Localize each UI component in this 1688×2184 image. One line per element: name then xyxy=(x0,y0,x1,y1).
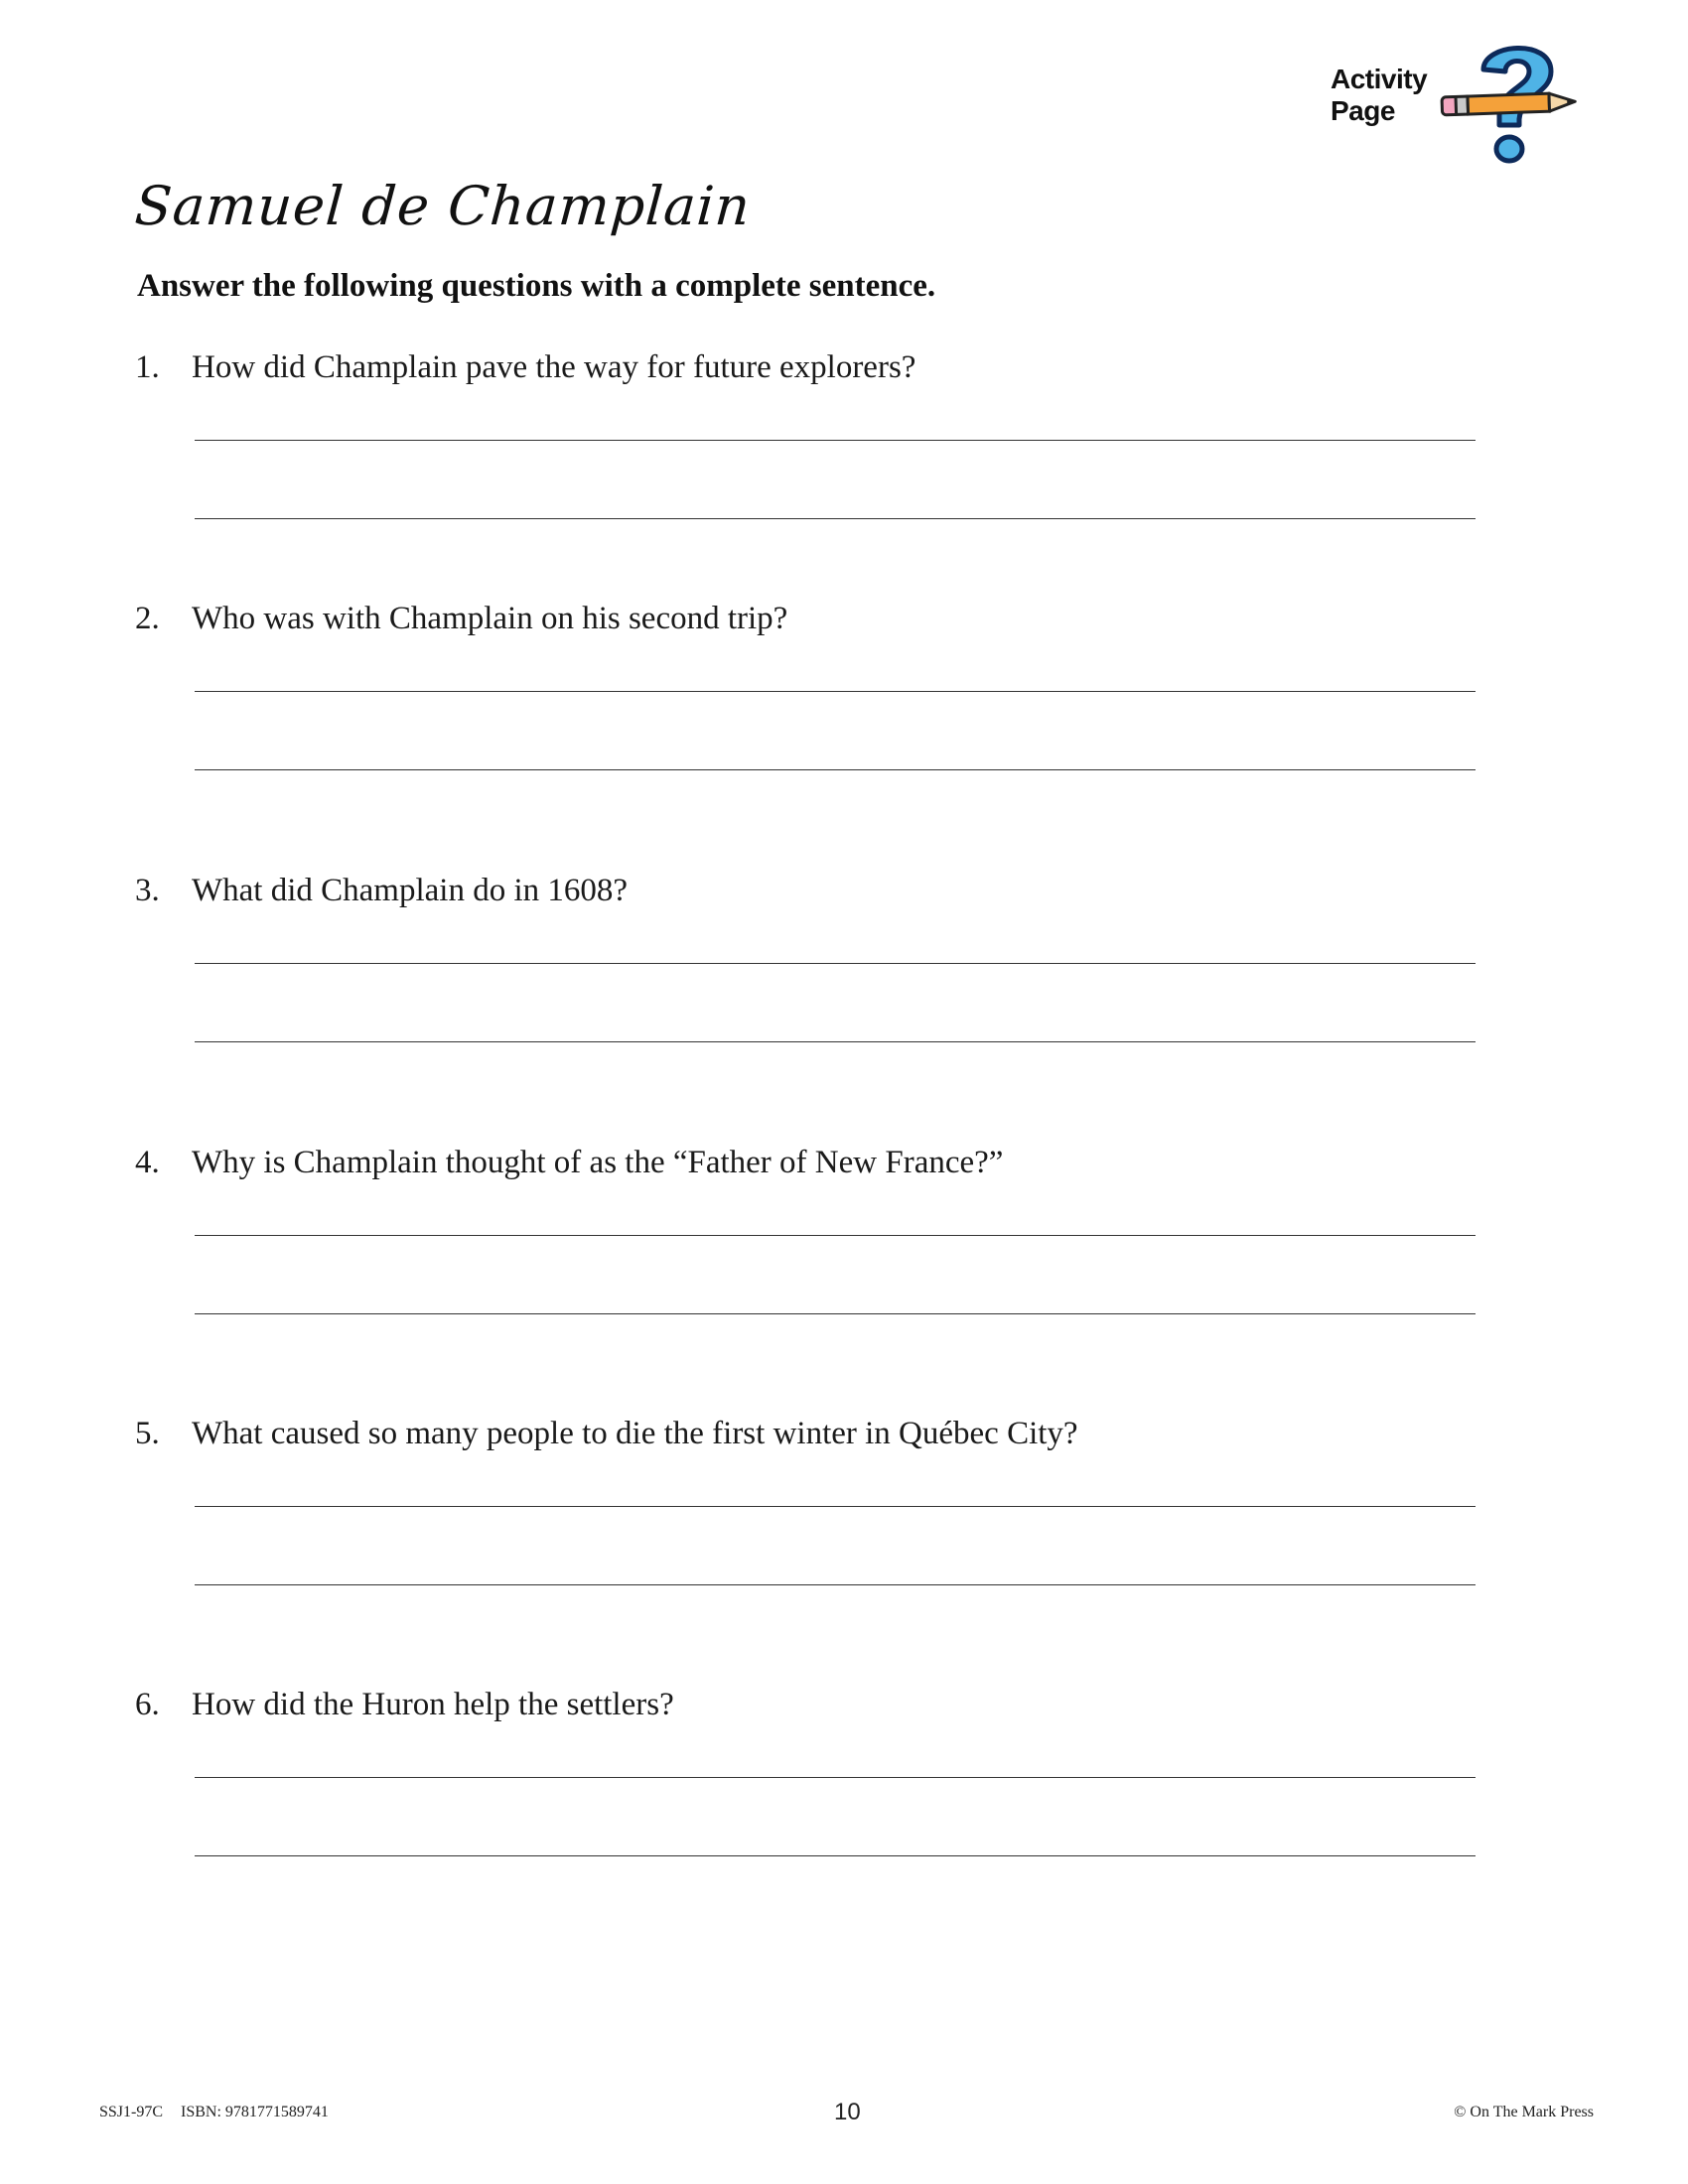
question-1 xyxy=(135,347,1476,387)
page-title: Samuel de Champlain xyxy=(132,175,754,237)
question-text xyxy=(135,599,1476,638)
question-text xyxy=(135,1143,1476,1182)
activity-page-label xyxy=(1331,64,1427,127)
question-number: 5. xyxy=(135,1416,160,1451)
question-prompt: How did Champlain pave the way for future explorers? xyxy=(192,349,916,385)
answer-line[interactable] xyxy=(195,691,1476,692)
question-text xyxy=(135,1414,1476,1453)
question-prompt: How did the Huron help the settlers? xyxy=(192,1687,674,1722)
product-code: SSJ1-97C xyxy=(99,2104,164,2120)
answer-line[interactable] xyxy=(195,440,1476,441)
question-number: 2. xyxy=(135,601,160,636)
question-prompt: Why is Champlain thought of as the “Father of New France?” xyxy=(192,1145,1004,1180)
copyright: © On The Mark Press xyxy=(1454,2104,1594,2120)
answer-line[interactable] xyxy=(195,1235,1476,1236)
question-6 xyxy=(135,1685,1476,1724)
activity-page-badge xyxy=(1331,28,1579,167)
question-4 xyxy=(135,1143,1476,1182)
question-5 xyxy=(135,1414,1476,1453)
question-number: 3. xyxy=(135,873,160,908)
answer-line[interactable] xyxy=(195,1777,1476,1778)
question-number: 1. xyxy=(135,349,160,385)
question-number: 4. xyxy=(135,1145,160,1180)
question-number: 6. xyxy=(135,1687,160,1722)
page-number: 10 xyxy=(834,2099,861,2125)
question-prompt: Who was with Champlain on his second trip? xyxy=(192,601,788,636)
question-2 xyxy=(135,599,1476,638)
isbn: ISBN: 9781771589741 xyxy=(181,2104,329,2120)
question-prompt: What caused so many people to die the first winter in Québec City? xyxy=(192,1416,1078,1451)
answer-line[interactable] xyxy=(195,518,1476,519)
answer-line[interactable] xyxy=(195,1584,1476,1585)
answer-line[interactable] xyxy=(195,963,1476,964)
answer-line[interactable] xyxy=(195,1506,1476,1507)
question-text xyxy=(135,1685,1476,1724)
question-3 xyxy=(135,871,1476,910)
activity-label-line2: Page xyxy=(1331,95,1395,126)
question-text xyxy=(135,347,1476,387)
answer-line[interactable] xyxy=(195,1855,1476,1856)
question-prompt: What did Champlain do in 1608? xyxy=(192,873,629,908)
question-text xyxy=(135,871,1476,910)
question-mark-pencil-icon xyxy=(1440,28,1579,167)
activity-label-line1: Activity xyxy=(1331,64,1428,94)
answer-line[interactable] xyxy=(195,769,1476,770)
instructions: Answer the following questions with a complete sentence. xyxy=(137,268,936,304)
footer-product-info xyxy=(99,2104,329,2121)
answer-line[interactable] xyxy=(195,1313,1476,1314)
answer-line[interactable] xyxy=(195,1041,1476,1042)
